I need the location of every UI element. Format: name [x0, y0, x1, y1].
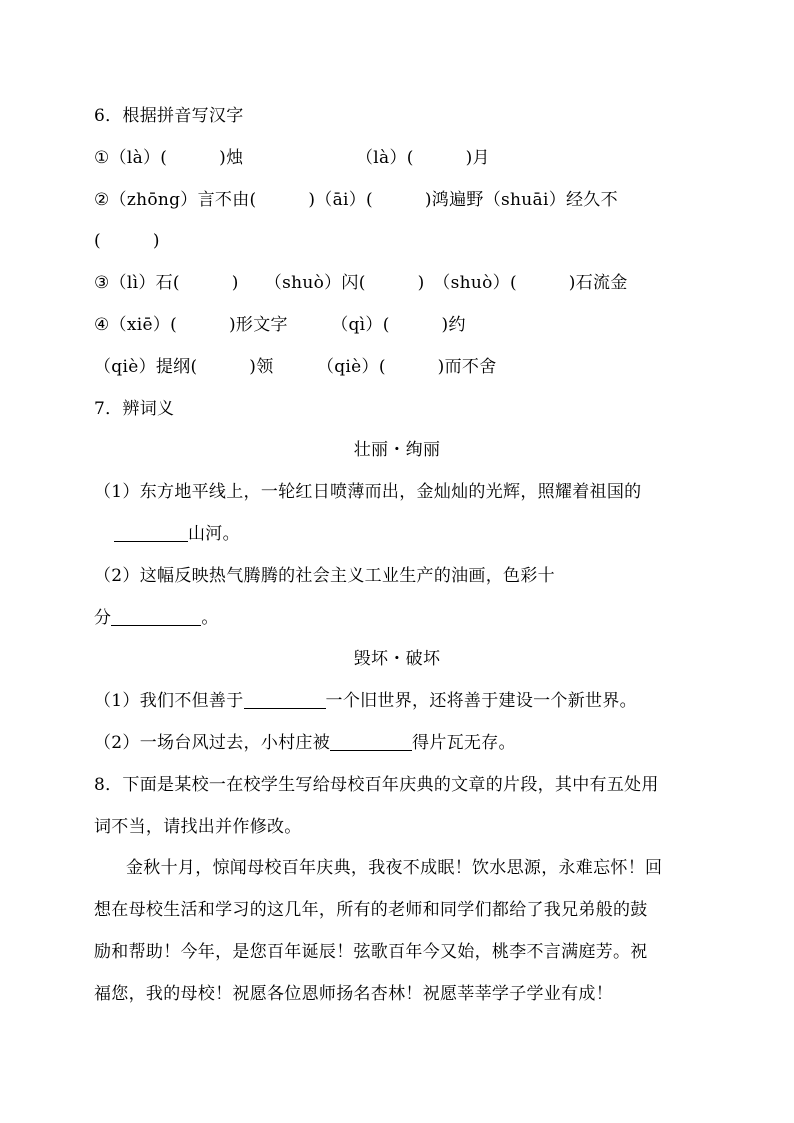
q7-group1-heading: 壮丽・绚丽 — [353, 440, 441, 460]
q6-row-1: ①（là）( )烛 （là）( )月 — [94, 148, 490, 168]
q7-group2-item2-head: （2）一场台风过去，小村庄被 — [94, 733, 331, 753]
q8-paragraph-line1: 金秋十月，惊闻母校百年庆典，我夜不成眠！饮水思源，永难忘怀！回 — [126, 858, 663, 878]
q7-group2-item2 — [94, 731, 516, 755]
fill-in-blank[interactable] — [114, 523, 188, 542]
q8-paragraph-line2: 想在母校生活和学习的这几年，所有的老师和同学们都给了我兄弟般的鼓 — [94, 900, 648, 920]
q7-group1-item1-line2 — [114, 522, 240, 546]
fill-in-blank[interactable] — [111, 607, 201, 626]
q7-group2-item1-head: （1）我们不但善于 — [94, 691, 244, 711]
q8-title-line1: 8．下面是某校一在校学生写给母校百年庆典的文章的片段，其中有五处用 — [94, 775, 659, 795]
q7-group1-item1-tail: 山河。 — [188, 524, 240, 544]
q8-paragraph-line3: 励和帮助！今年，是您百年诞辰！弦歌百年今又始，桃李不言满庭芳。祝 — [94, 942, 648, 962]
q6-row-4: ④（xiē）( )形文字 （qì）( )约 — [94, 315, 466, 335]
q7-group2-item1 — [94, 689, 637, 713]
q7-group1-item2-tail: 。 — [201, 608, 219, 628]
q6-row-2: ②（zhōng）言不由( )（āi）( )鸿遍野（shuāi）经久不 — [94, 190, 618, 210]
q8-title-line2: 词不当，请找出并作修改。 — [94, 817, 302, 837]
q7-group2-item2-tail: 得片瓦无存。 — [412, 733, 516, 753]
q6-row-3: ③（lì）石( ) （shuò）闪( ) （shuò）( )石流金 — [94, 273, 628, 293]
q6-title: 6．根据拼音写汉字 — [94, 106, 244, 126]
q6-row-5: （qiè）提纲( )领 （qiè）( )而不舍 — [94, 357, 497, 377]
q8-paragraph-line4: 福您，我的母校！祝愿各位恩师扬名杏林！祝愿莘莘学子学业有成！ — [94, 984, 613, 1004]
q7-group2-item1-tail: 一个旧世界，还将善于建设一个新世界。 — [325, 691, 637, 711]
q7-title: 7．辨词义 — [94, 399, 175, 419]
q7-group1-item1-line1: （1）东方地平线上，一轮红日喷薄而出，金灿灿的光辉，照耀着祖国的 — [94, 482, 642, 502]
fill-in-blank[interactable] — [244, 690, 326, 709]
fill-in-blank[interactable] — [330, 732, 412, 751]
q7-group1-item2-head: 分 — [94, 608, 112, 628]
q7-group2-heading: 毁坏・破坏 — [353, 649, 441, 669]
q7-group1-item2-line2 — [94, 606, 219, 630]
q7-group1-item2-line1: （2）这幅反映热气腾腾的社会主义工业生产的油画，色彩十 — [94, 566, 555, 586]
q6-row-2-continued: ( ) — [94, 231, 160, 251]
